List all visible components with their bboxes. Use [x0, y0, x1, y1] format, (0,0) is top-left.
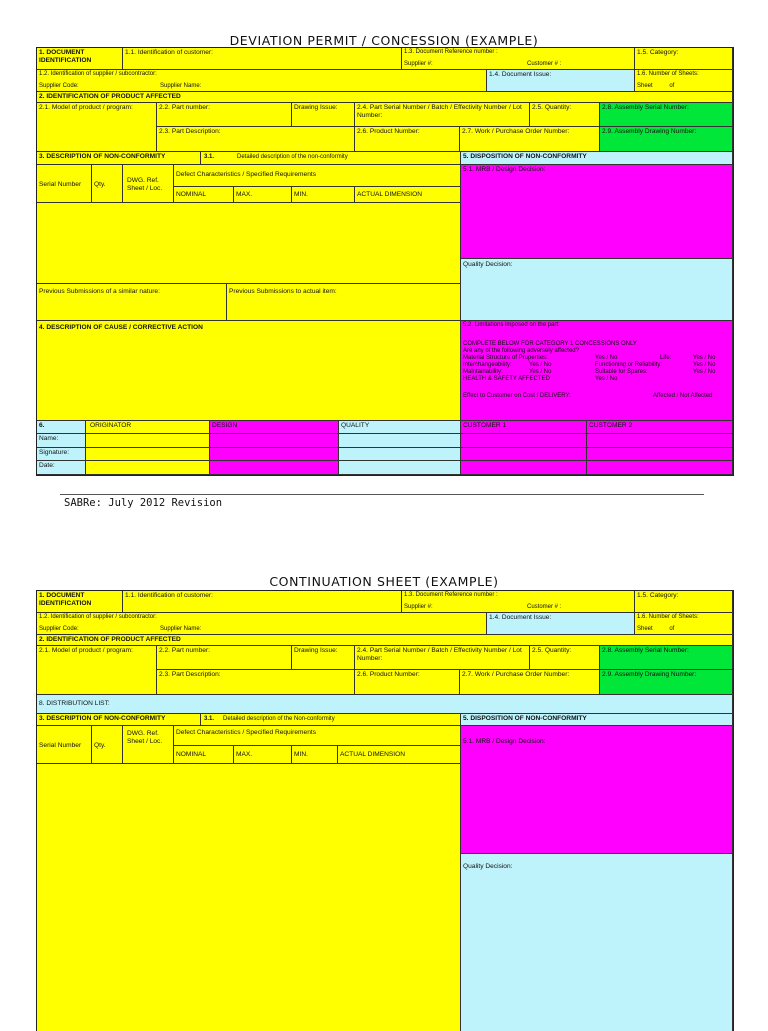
cs-part-number-field[interactable]: 2.2. Part number: [157, 646, 292, 670]
effect-customer-label: Effect to Customer on Cost / DELIVERY: [463, 393, 571, 399]
cs-customer-no-label: Customer # : [527, 604, 562, 610]
originator-date[interactable] [86, 461, 210, 475]
serial-batch-field[interactable]: 2.4. Part Serial Number / Batch / Effectivity Number / Lot Number: [355, 103, 530, 127]
supplier-id-field[interactable] [37, 70, 487, 92]
quality-date[interactable] [339, 461, 461, 475]
work-order-field[interactable]: 2.7. Work / Purchase Order Number: [460, 127, 600, 152]
date-label: Date: [37, 461, 86, 475]
section3-header: 3. DESCRIPTION OF NON-CONFORMITY [37, 152, 201, 165]
name-label: Name: [37, 434, 86, 448]
design-signature[interactable] [210, 448, 339, 461]
cs-drawing-issue-field[interactable]: Drawing Issue: [292, 646, 355, 670]
cs-part-description-field[interactable]: 2.3. Part Description: [157, 670, 355, 695]
customer1-name[interactable] [461, 434, 587, 448]
spares-yn[interactable]: Yes / No [693, 369, 716, 375]
adversely-label: Are any of the following adversely affected? [463, 348, 579, 354]
life-label: Life: [660, 355, 672, 361]
footer-divider [60, 494, 704, 495]
cs-supplier-no-label: Supplier #: [404, 604, 433, 610]
customer2-date[interactable] [587, 461, 733, 475]
material-label: Material Structure of Properties: [463, 355, 548, 361]
col-serial-number: Serial Number [37, 165, 92, 203]
cs-quality-decision-field[interactable]: Quality Decision: [461, 854, 733, 1031]
col-defect-char: Defect Characteristics / Specified Requirements [174, 165, 461, 187]
functioning-label: Functioning or Reliability: [595, 362, 663, 368]
design-header: DESIGN [210, 421, 339, 434]
originator-signature[interactable] [86, 448, 210, 461]
nc-description-label [201, 152, 461, 165]
maintainability-yn[interactable]: Yes / No [529, 369, 552, 375]
cs-nc-description-label [201, 714, 461, 726]
interchange-yn[interactable]: Yes / No [529, 362, 552, 368]
cs-supplier-id-field[interactable] [37, 613, 487, 635]
col-dwg-ref: DWG. Ref. Sheet / Loc. [123, 165, 174, 203]
interchange-label: Interchangeability: [463, 362, 512, 368]
cs-supplier-name-label: Supplier Name: [160, 626, 202, 632]
cs-assembly-serial-field[interactable]: 2.8. Assembly Serial Number: [600, 646, 733, 670]
cs-doc-ref-label: 1.3. Document Reference number : [404, 592, 498, 598]
cs-product-number-field[interactable]: 2.6. Product Number: [355, 670, 460, 695]
signature-label: Signature: [37, 448, 86, 461]
part-description-field[interactable]: 2.3. Part Description: [157, 127, 355, 152]
customer1-date[interactable] [461, 461, 587, 475]
cs-col-defect-char: Defect Characteristics / Specified Requirements [174, 726, 461, 746]
cs-num-sheets-label: 1.6. Number of Sheets: [637, 614, 699, 620]
quality-decision-field[interactable]: Quality Decision: [461, 259, 733, 321]
cs-model-program-field[interactable]: 2.1. Model of product / program: [37, 646, 157, 695]
continuation-title: CONTINUATION SHEET (EXAMPLE) [269, 574, 499, 589]
deviation-permit-form [36, 47, 734, 476]
cs-supplier-id-label: 1.2. Identification of supplier / subcontractor: [39, 614, 157, 620]
col-qty: Qty. [92, 165, 123, 203]
cause-corrective-field[interactable]: 4. DESCRIPTION OF CAUSE / CORRECTIVE ACTION [37, 321, 461, 421]
col-actual: ACTUAL DIMENSION [355, 187, 461, 203]
affected-options[interactable]: Affected / Not Affected [653, 393, 713, 399]
spares-label: Suitable for Spares: [595, 369, 648, 375]
product-number-field[interactable]: 2.6. Product Number: [355, 127, 460, 152]
cs-section2-header: 2. IDENTIFICATION OF PRODUCT AFFECTED [37, 635, 733, 646]
category-field[interactable]: 1.5. Category: [635, 48, 733, 70]
cs-nc-description-area[interactable] [37, 764, 461, 1031]
quality-header: QUALITY [339, 421, 461, 434]
num-sheets-field[interactable] [635, 70, 733, 92]
hs-yn[interactable]: Yes / No [595, 376, 618, 382]
section2-header: 2. IDENTIFICATION OF PRODUCT AFFECTED [37, 92, 733, 103]
part-number-field[interactable]: 2.2. Part number: [157, 103, 292, 127]
col-max: MAX. [234, 187, 292, 203]
sheet-of-label: Sheet of [637, 83, 675, 89]
cs-mrb-decision-field[interactable]: 5.1. MRB / Design Decision: [461, 726, 733, 854]
form-title: DEVIATION PERMIT / CONCESSION (EXAMPLE) [229, 33, 539, 48]
cs-num-sheets-field[interactable] [635, 613, 733, 635]
hs-label: HEALTH & SAFETY AFFECTED [463, 376, 550, 382]
assembly-drawing-field[interactable]: 2.9. Assembly Drawing Number: [600, 127, 733, 152]
assembly-serial-field[interactable]: 2.8. Assembly Serial Number: [600, 103, 733, 127]
cs-supplier-code-label: Supplier Code: [39, 626, 79, 632]
continuation-sheet-form [36, 590, 734, 1031]
section6-header: 6. [37, 421, 86, 434]
cs-serial-batch-field[interactable]: 2.4. Part Serial Number / Batch / Effectivity Number / Lot Number: [355, 646, 530, 670]
functioning-yn[interactable]: Yes / No [693, 362, 716, 368]
supplier-code-label: Supplier Code: [39, 83, 79, 89]
originator-header: ORIGINATOR [86, 421, 210, 434]
doc-id-header: 1. DOCUMENT IDENTIFICATION [37, 48, 123, 70]
customer1-header: CUSTOMER 1 [461, 421, 587, 434]
prev-actual-field[interactable]: Previous Submissions to actual item: [227, 284, 461, 321]
quality-signature[interactable] [339, 448, 461, 461]
cs-col-actual: ACTUAL DIMENSION [338, 746, 461, 764]
customer-id-field[interactable]: 1.1. Identification of customer: [123, 48, 402, 70]
doc-ref-label: 1.3. Document Reference number : [404, 49, 498, 55]
cs-assembly-drawing-field[interactable]: 2.9. Assembly Drawing Number: [600, 670, 733, 695]
drawing-issue-field[interactable]: Drawing Issue: [292, 103, 355, 127]
quantity-field[interactable]: 2.5. Quantity: [530, 103, 600, 127]
cs-work-order-field[interactable]: 2.7. Work / Purchase Order Number: [460, 670, 600, 695]
cs-col-max: MAX. [234, 746, 292, 764]
cs-customer-id-field[interactable]: 1.1. Identification of customer: [123, 591, 402, 613]
num-sheets-label: 1.6. Number of Sheets: [637, 71, 699, 77]
cs-col-serial-number: Serial Number [37, 726, 92, 764]
customer2-signature[interactable] [587, 448, 733, 461]
quality-name[interactable] [339, 434, 461, 448]
cs-doc-id-header: 1. DOCUMENT IDENTIFICATION [37, 591, 123, 613]
nc-3-1-label: 3.1. [204, 154, 215, 160]
customer2-header: CUSTOMER 2 [587, 421, 733, 434]
cs-section3-header: 3. DESCRIPTION OF NON-CONFORMITY [37, 714, 201, 726]
maintainability-label: Maintainability: [463, 369, 503, 375]
nc-description-area[interactable] [37, 203, 461, 284]
supplier-no-label: Supplier #: [404, 61, 433, 67]
doc-ref-field[interactable] [402, 48, 635, 70]
supplier-name-label: Supplier Name: [160, 83, 202, 89]
customer-no-label: Customer # : [527, 61, 562, 67]
cs-col-nominal: NOMINAL [174, 746, 234, 764]
originator-name[interactable] [86, 434, 210, 448]
limitations-field[interactable] [461, 321, 733, 421]
cs-doc-ref-field[interactable] [402, 591, 635, 613]
cs-col-dwg-ref: DWG. Ref. Sheet / Loc. [123, 726, 174, 764]
model-program-field[interactable]: 2.1. Model of product / program: [37, 103, 157, 152]
prev-similar-field[interactable]: Previous Submissions of a similar nature: [37, 284, 227, 321]
distribution-list-field[interactable]: 8. DISTRIBUTION LIST: [37, 695, 733, 714]
section5-header: 5. DISPOSITION OF NON-CONFORMITY [461, 152, 733, 165]
cs-doc-issue-field[interactable]: 1.4. Document Issue: [487, 613, 635, 635]
customer1-signature[interactable] [461, 448, 587, 461]
design-date[interactable] [210, 461, 339, 475]
col-nominal: NOMINAL [174, 187, 234, 203]
life-yn[interactable]: Yes / No [693, 355, 716, 361]
supplier-id-label: 1.2. Identification of supplier / subcontractor: [39, 71, 157, 77]
limitations-label: 5.2. Limitations imposed on the part: [463, 322, 560, 328]
cs-section5-header: 5. DISPOSITION OF NON-CONFORMITY [461, 714, 733, 726]
complete-below-label: COMPLETE BELOW FOR CATEGORY 1 CONCESSIONS ONLY [463, 341, 637, 347]
nc-3-1-text: Detailed description of the non-conformity [237, 154, 348, 160]
col-min: MIN. [292, 187, 355, 203]
cs-col-qty: Qty. [92, 726, 123, 764]
cs-sheet-of-label: Sheet of [637, 626, 675, 632]
cs-quantity-field[interactable]: 2.5. Quantity: [530, 646, 600, 670]
cs-nc-3-1-label: 3.1. [204, 716, 215, 722]
mrb-decision-field[interactable]: 5.1. MRB / Design Decision: [461, 165, 733, 259]
cs-category-field[interactable]: 1.5. Category: [635, 591, 733, 613]
customer2-name[interactable] [587, 434, 733, 448]
design-name[interactable] [210, 434, 339, 448]
cs-col-min: MIN. [292, 746, 338, 764]
doc-issue-field[interactable]: 1.4. Document Issue: [487, 70, 635, 92]
cs-nc-3-1-text: Detailed description of the Non-conformity [223, 716, 335, 722]
revision-footer: SABRe: July 2012 Revision [64, 497, 223, 509]
material-yn[interactable]: Yes / No [595, 355, 618, 361]
